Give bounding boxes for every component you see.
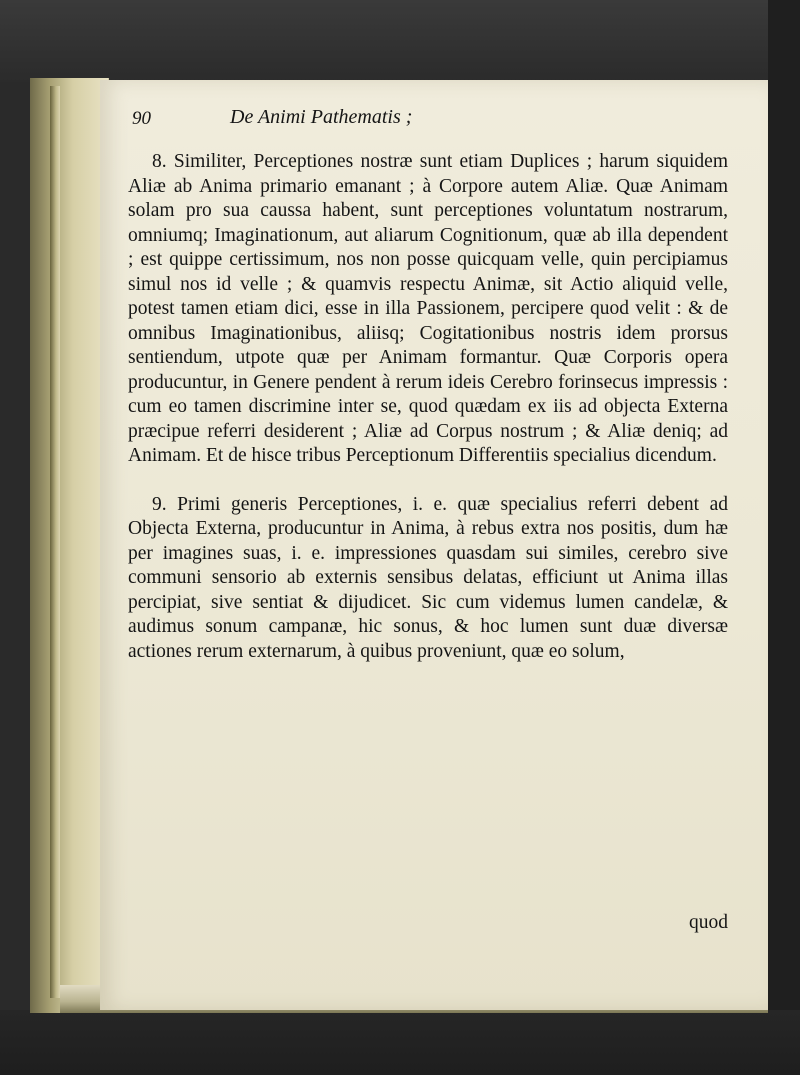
text-block (128, 102, 728, 933)
running-title: De Animi Pathematis ; (230, 106, 413, 128)
page-number: 90 (132, 108, 151, 129)
page-header (128, 102, 728, 136)
paragraph-8: 8. Similiter, Perceptiones nostræ sunt etiam Duplices ; harum siquidem Aliæ ab Anima primario emanant ; à Corpore autem Aliæ. Quæ Animam solam pro sua caussa habent, sunt perceptiones voluntatum nostrarum, omniumq; Imaginationum, aut aliarum Cognitionum, quæ ab illa dependent ; est quippe certissimum, nos non posse quicquam velle, quin percipiamus simul nos id velle ; & quamvis respectu Animæ, sit Actio aliquid velle, potest tamen etiam dici, esse in illa Passionem, percipere quod velit : & de omnibus Imaginationibus, aliisq; Cogitationibus nostris idem prorsus sentiendum, utpote quæ per Animam formantur. Quæ Corporis opera producuntur, in Genere pendent à rerum ideis Cerebro forinsecus impressis : cum eo tamen discrimine inter se, quod quædam ex iis ad objecta Externa præcipue referri desiderent ; Aliæ ad Corpus nostrum ; & Aliæ deniq; ad Animam. Et de hisce tribus Perceptionum Differentiis specialius dicendum. (128, 151, 728, 466)
catchword: quod (689, 912, 728, 933)
background-top (0, 0, 800, 82)
background-right (768, 0, 800, 1075)
background-bottom (0, 1010, 800, 1075)
book-spine (30, 78, 109, 1013)
book-binding-edge (50, 86, 60, 998)
paragraph-9: 9. Primi generis Perceptiones, i. e. quæ specialius referri debent ad Objecta Externa, producuntur in Anima, à rebus extra nos positis, dum hæ per imagines suas, i. e. impressiones quasdam sui similes, cerebro sive communi sensorio ab externis sensibus delatas, efficiunt ut Anima illas percipiat, sive sentiat & dijudicet. Sic cum videmus lumen candelæ, & audimus sonum campanæ, hic sonus, & hoc lumen sunt duæ diversæ actiones rerum externarum, à quibus proveniunt, quæ eo solum, (128, 493, 728, 662)
book-page (100, 80, 768, 1010)
